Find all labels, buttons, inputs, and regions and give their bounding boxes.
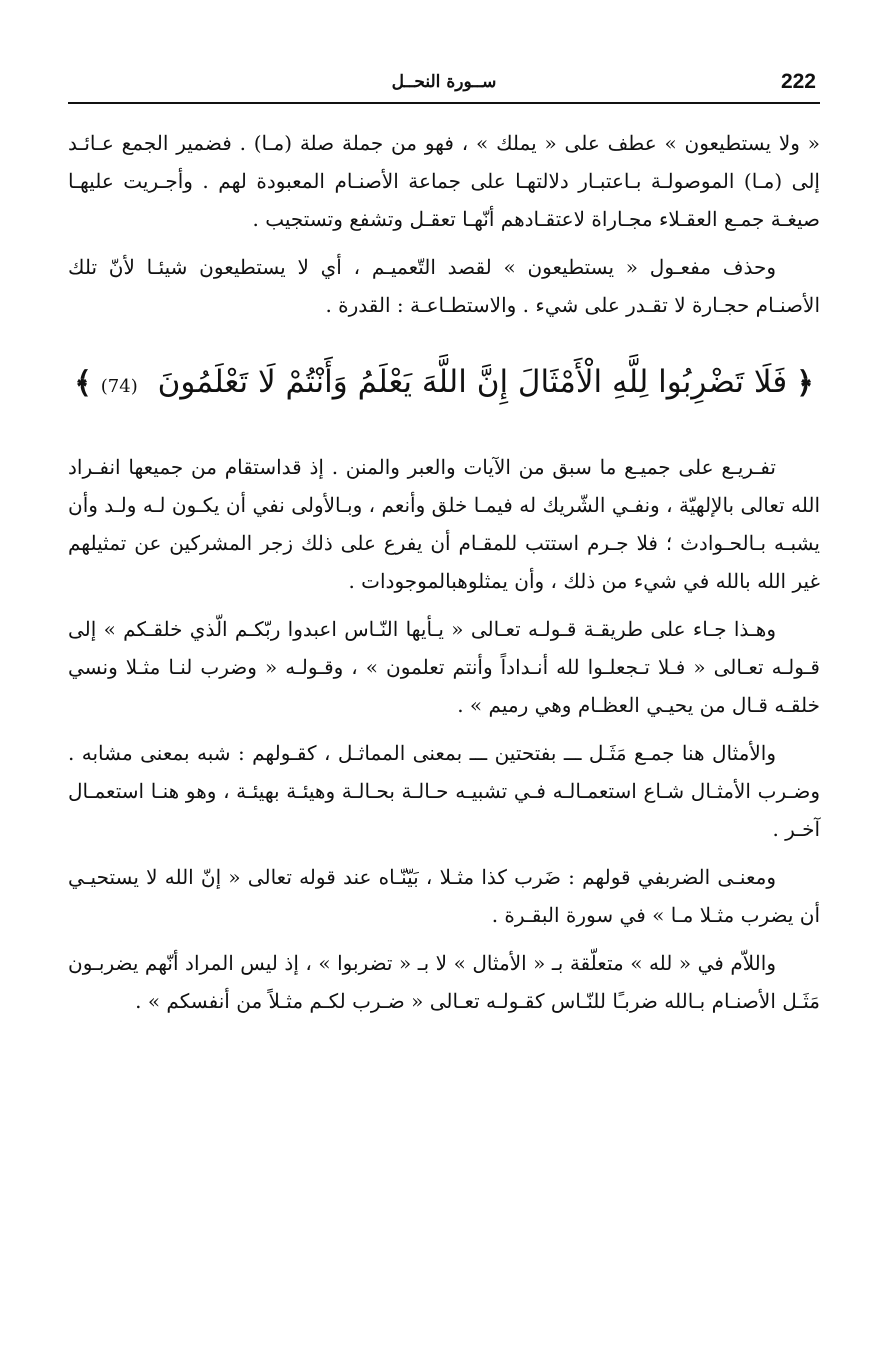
page-header (68, 66, 820, 104)
verse-number: (74) (100, 375, 138, 397)
quran-verse (68, 348, 820, 420)
paragraph: ومعنـى الضربفي قولهم : ضَرب كذا مثـلا ، بَيّنّـاه عند قوله تعالى « إنّ الله لا يستحيـي أن يضرب مثـلا مـا » في سورة البقـرة . (68, 865, 820, 927)
verse-open-brace: ﴿ (796, 366, 814, 401)
verse-text: فَلَا تَضْرِبُوا لِلَّهِ الْأَمْثَالَ إِنَّ اللَّهَ يَعْلَمُ وَأَنْتُمْ لَا تَعْلَمُونَ (157, 363, 788, 400)
paragraph: « ولا يستطيعون » عطف على « يملك » ، فهو من جملة صلة (مـا) . فضمير الجمع عـائـد إلى (مـا) الموصولـة بـاعتبـار دلالتهـا على جماعة الأصنـام المعبودة لهم . وأجـريت عليهـا صيغـة جمـع العقـلاء مجـاراة لاعتقـادهم أنّهـا تعقـل وتشفع وتستجيب . (68, 131, 820, 231)
paragraph: تفـريـع على جميـع ما سبق من الآيات والعبر والمنن . إذ قداستقام من جميعها انفـراد الله تعالى بالإلهيّة ، ونفـي الشّريك له فيمـا خلق وأنعم ، وبـالأولى نفي أن يكـون لـه ولـد وأن يشبـه بـالحـوادث ؛ فلا جـرم استتب للمقـام أن يفرع على ذلك زجر المشركين عن تمثيلهم غير الله بالله في شيء من ذلك ، وأن يمثلوهبالموجودات . (68, 455, 820, 593)
paragraph: وهـذا جـاء على طريقـة قـولـه تعـالى « يـأيها النّـاس اعبدوا ربّكـم الّذي خلقـكم » إلى قـولـه تعـالى « فـلا تـجعلـوا لله أنـداداً وأنتم تعلمون » ، وقـولـه « وضرب لنـا مثـلا ونسي خلقـه قـال من يحيـي العظـام وهي رميم » . (68, 617, 820, 717)
paragraph: واللاّم في « لله » متعلّقة بـ « الأمثال » لا بـ « تضربوا » ، إذ ليس المراد أنّهم يضربـون مَثَـل الأصنـام بـالله ضربـًا للنّـاس كقـولـه تعـالى « ضـرب لكـم مثـلاً من أنفسكم » . (68, 951, 820, 1013)
paragraph: وحذف مفعـول « يستطيعون » لقصد التّعميـم ، أي لا يستطيعون شيئـا لأنّ تلك الأصنـام حجـارة لا تقـدر على شيء . والاستطـاعـة : القدرة . (68, 255, 820, 317)
running-title: ســورة النحــل (391, 72, 497, 92)
verse-text-line (98, 352, 790, 417)
paragraph: والأمثال هنا جمـع مَثَـل ـــ بفتحتين ـــ بمعنى المماثـل ، كقـولهم : شبه بمعنى مشابه . وضـرب الأمثـال شـاع استعمـالـه فـي تشبيـه حـالـة بحـالـة وهيئـة بهيئـة ، وهو هنـا استعمـال آخـر . (68, 741, 820, 841)
body-text (68, 124, 820, 1020)
page-number: 222 (780, 70, 816, 93)
verse-close-brace: ﴾ (74, 366, 92, 401)
